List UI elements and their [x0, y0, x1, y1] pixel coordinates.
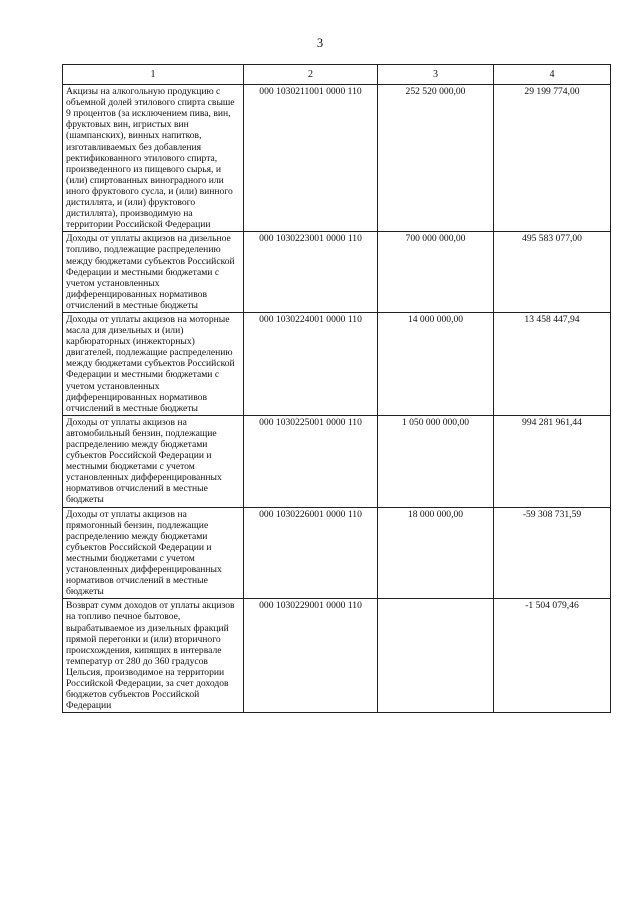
table-row — [63, 599, 611, 713]
page-number: 3 — [316, 36, 324, 50]
row-exec-cell: 495 583 077,00 — [494, 232, 611, 313]
row-name-cell: Доходы от уплаты акцизов на автомобильный бензин, подлежащие распределению между бюджетами субъектов Российской Федерации и местными бюджетами с учетом установленных дифференцированных нормативов отчислений в местные бюджеты — [63, 415, 244, 507]
row-code-cell: 000 1030225001 0000 110 — [244, 415, 378, 507]
table-row — [63, 312, 611, 415]
row-code-cell: 000 1030224001 0000 110 — [244, 312, 378, 415]
row-name-cell: Возврат сумм доходов от уплаты акцизов на топливо печное бытовое, вырабатываемое из дизельных фракций прямой перегонки и (или) вторичного происхождения, кипящих в интервале температур от 280 до 360 градусов Цельсия, производимое на территории Российской Федерации, за счет доходов бюджетов субъектов Российской Федерации — [63, 599, 244, 713]
row-name-cell: Доходы от уплаты акцизов на моторные масла для дизельных и (или) карбюраторных (инжекторных) двигателей, подлежащие распределению между бюджетами субъектов Российской Федерации и местными бюджетами с учетом установленных дифференцированных нормативов отчислений в местные бюджеты — [63, 312, 244, 415]
row-name-cell: Акцизы на алкогольную продукцию с объемной долей этилового спирта свыше 9 процентов (за исключением пива, вин, фруктовых вин, игристых вин (шампанских), винных напитков, изготавливаемых без добавления ректификованного этилового спирта, произведенного из пищевого сырья, и (или) спиртованных виноградного или иного фруктового сусла, и (или) винного дистиллята, и (или) фруктового дистиллята), производимую на территории Российской Федерации — [63, 85, 244, 232]
column-header-1: 1 — [63, 65, 244, 85]
row-exec-cell: 29 199 774,00 — [494, 85, 611, 232]
column-header-4: 4 — [494, 65, 611, 85]
table-row — [63, 232, 611, 313]
revenue-table — [62, 64, 611, 713]
table-header-row — [63, 65, 611, 85]
table-row — [63, 507, 611, 599]
row-exec-cell: -1 504 079,46 — [494, 599, 611, 713]
table-row — [63, 415, 611, 507]
column-header-3: 3 — [378, 65, 494, 85]
row-plan-cell — [378, 599, 494, 713]
row-code-cell: 000 1030229001 0000 110 — [244, 599, 378, 713]
row-exec-cell: -59 308 731,59 — [494, 507, 611, 599]
row-name-cell: Доходы от уплаты акцизов на прямогонный бензин, подлежащие распределению между бюджетами субъектов Российской Федерации и местными бюджетами с учетом установленных дифференцированных нормативов отчислений в местные бюджеты — [63, 507, 244, 599]
row-plan-cell: 700 000 000,00 — [378, 232, 494, 313]
row-plan-cell: 14 000 000,00 — [378, 312, 494, 415]
row-plan-cell: 252 520 000,00 — [378, 85, 494, 232]
row-code-cell: 000 1030223001 0000 110 — [244, 232, 378, 313]
column-header-2: 2 — [244, 65, 378, 85]
table-row — [63, 85, 611, 232]
row-plan-cell: 18 000 000,00 — [378, 507, 494, 599]
row-plan-cell: 1 050 000 000,00 — [378, 415, 494, 507]
row-exec-cell: 994 281 961,44 — [494, 415, 611, 507]
row-exec-cell: 13 458 447,94 — [494, 312, 611, 415]
row-name-cell: Доходы от уплаты акцизов на дизельное топливо, подлежащие распределению между бюджетами субъектов Российской Федерации и местными бюджетами с учетом установленных дифференцированных нормативов отчислений в местные бюджеты — [63, 232, 244, 313]
row-code-cell: 000 1030211001 0000 110 — [244, 85, 378, 232]
row-code-cell: 000 1030226001 0000 110 — [244, 507, 378, 599]
